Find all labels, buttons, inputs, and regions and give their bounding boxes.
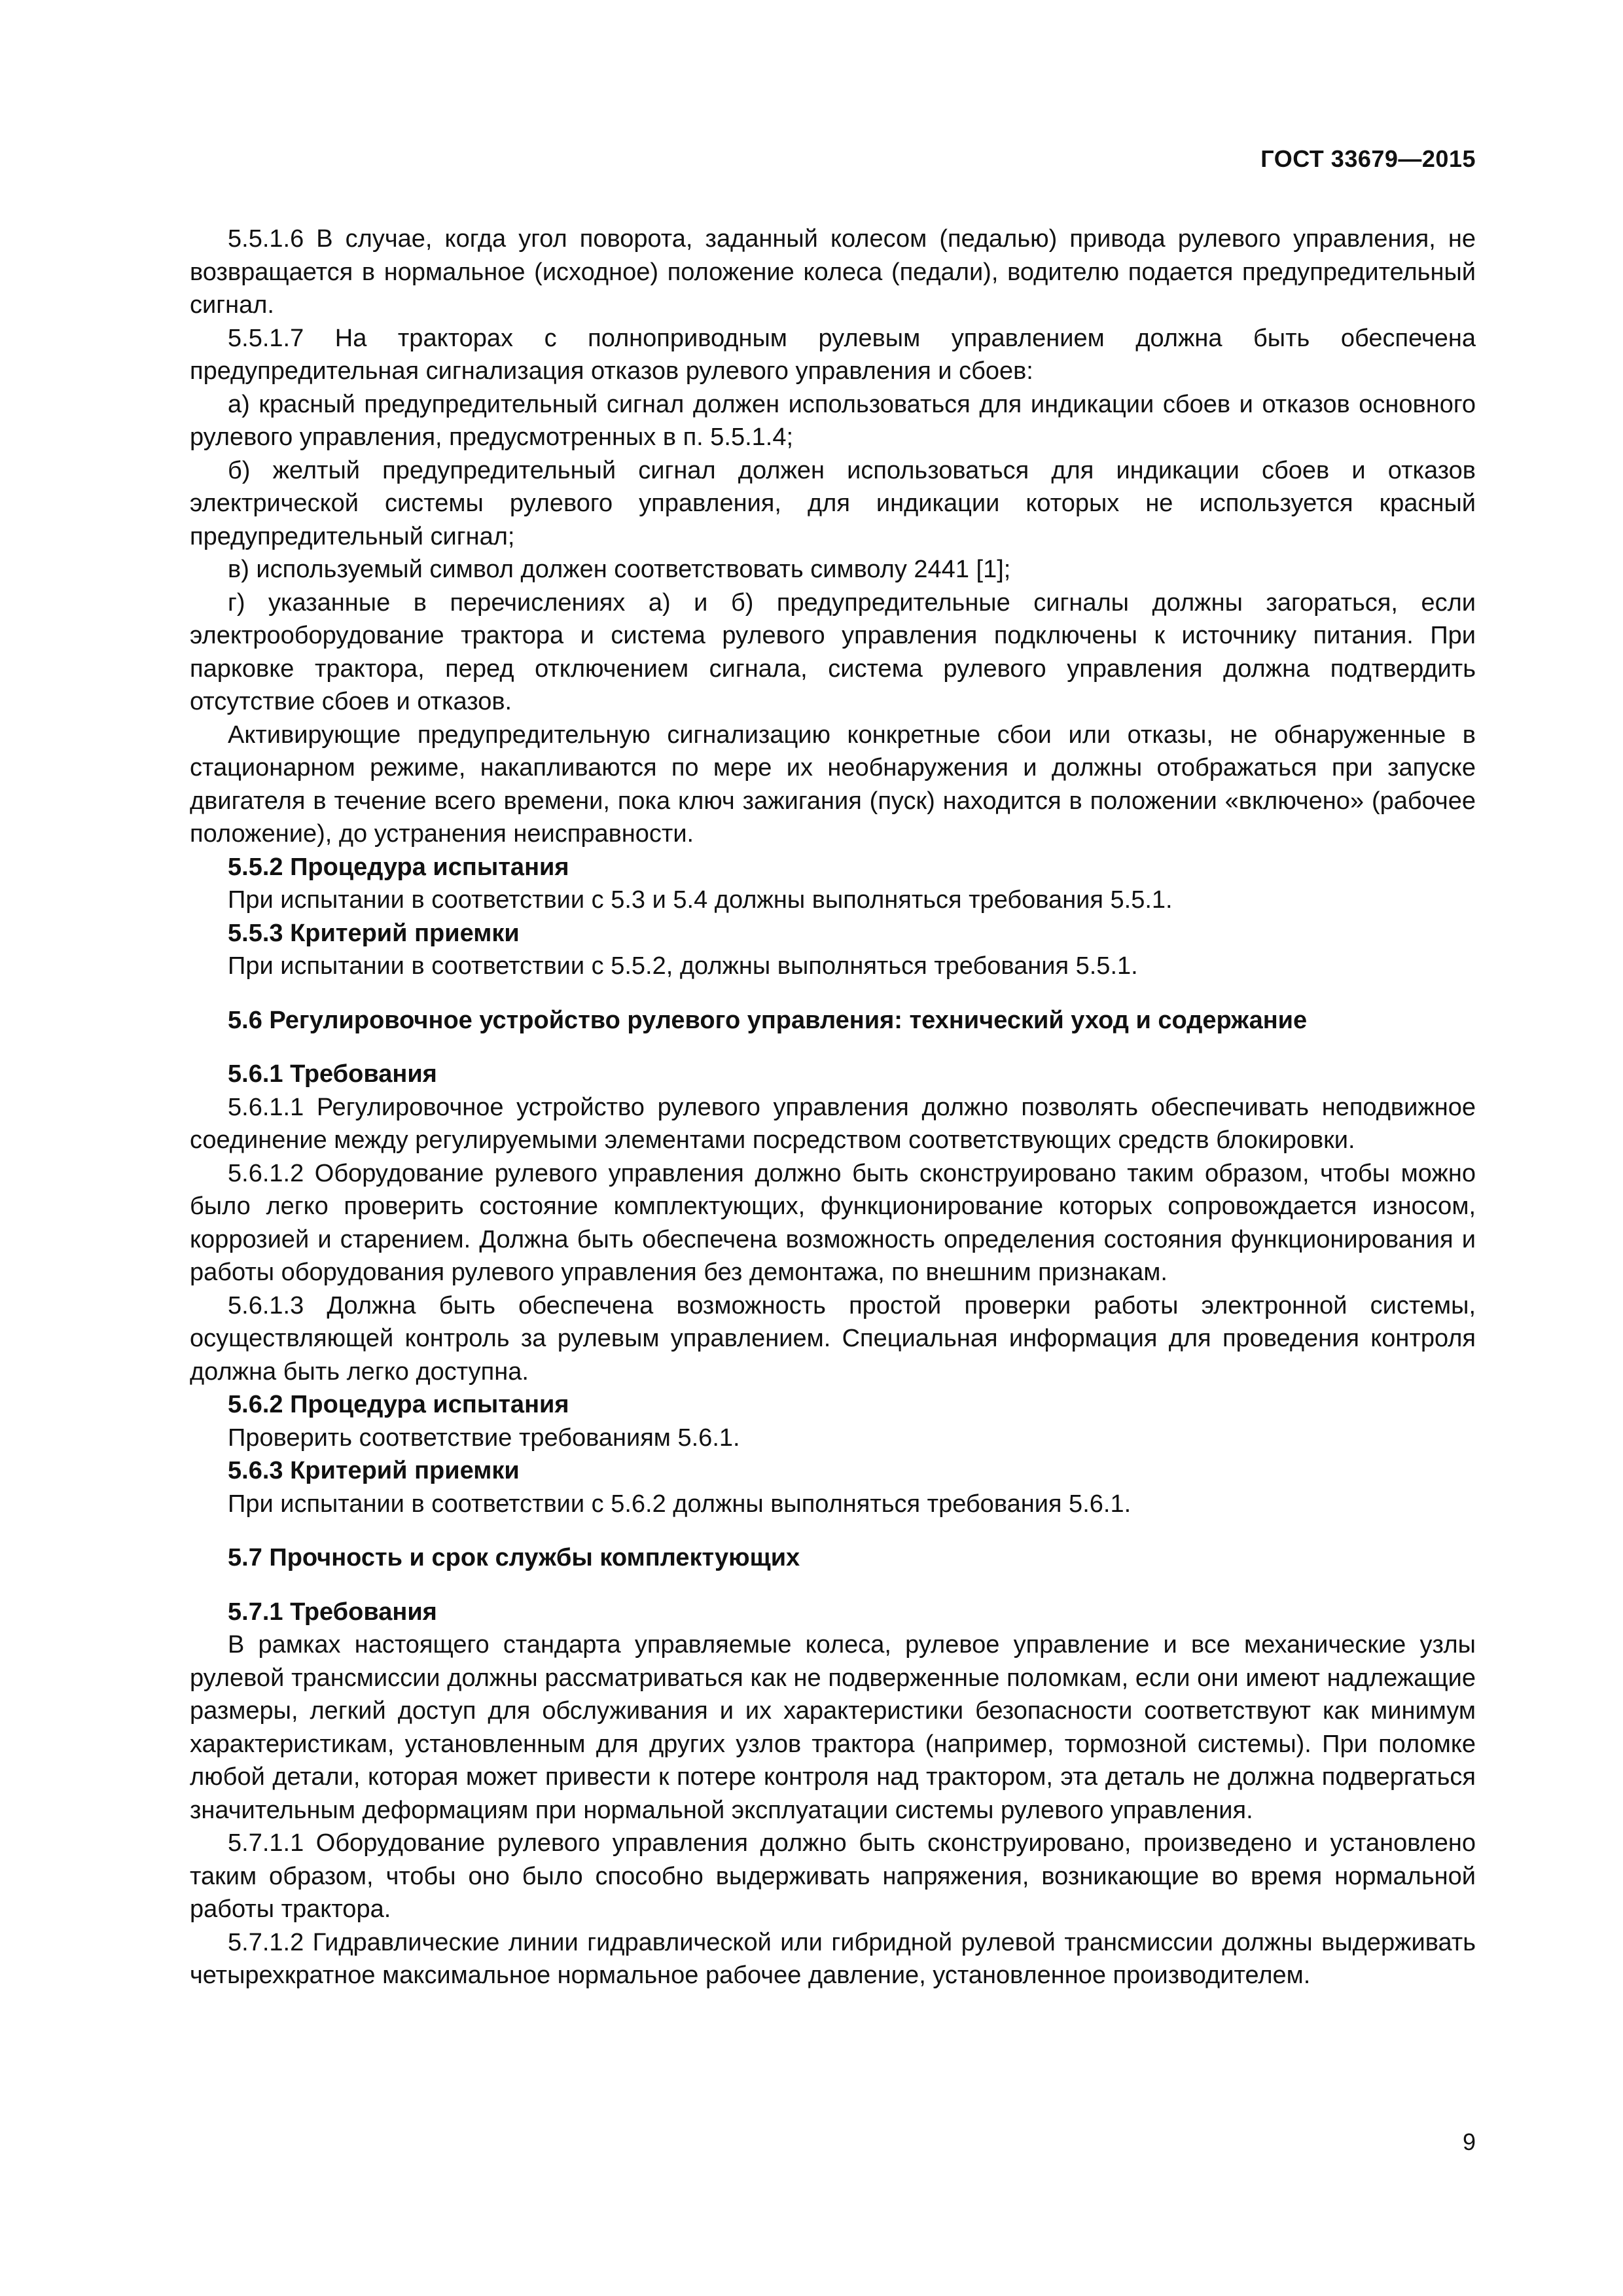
heading-5-5-3: 5.5.3 Критерий приемки xyxy=(228,919,520,947)
list-item-g: г) указанные в перечислениях а) и б) предупредительные сигналы должны загораться, если электрооборудование трактора и система рулевого управления подключены к источнику питания. При парковке трактора, перед отключением сигнала, система рулевого управления должна подтвердить отсутствие сбоев и отказов. xyxy=(190,588,1476,715)
document-header: ГОСТ 33679—2015 xyxy=(1260,145,1476,172)
heading-5-6-2: 5.6.2 Процедура испытания xyxy=(228,1391,569,1418)
paragraph-5-6-1-2: 5.6.1.2 Оборудование рулевого управления должно быть сконструировано таким образом, чтобы можно было легко проверить состояние комплектующих, функционирование которых сопровождается износом, коррозией и старением. Должна быть обеспечена возможность определения состояния функционирования и работы оборудования рулевого управления без демонтажа, по внешним признакам. xyxy=(190,1159,1476,1286)
paragraph-5-5-1-6: 5.5.1.6 В случае, когда угол поворота, заданный колесом (педалью) привода рулевого управления, не возвращается в нормальное (исходное) положение колеса (педали), водителю подается предупредительный сигнал. xyxy=(190,225,1476,319)
list-item-v: в) используемый символ должен соответствовать символу 2441 [1]; xyxy=(228,556,1011,583)
document-body xyxy=(190,223,1476,1992)
page-number: 9 xyxy=(1462,2128,1476,2155)
heading-5-5-2: 5.5.2 Процедура испытания xyxy=(228,853,569,881)
paragraph-5-7-1-1: 5.7.1.1 Оборудование рулевого управления должно быть сконструировано, произведено и установлено таким образом, чтобы оно было способно выдерживать напряжения, возникающие во время нормальной работы трактора. xyxy=(190,1829,1476,1923)
heading-5-7: 5.7 Прочность и срок службы комплектующих xyxy=(228,1544,800,1571)
heading-5-7-1: 5.7.1 Требования xyxy=(228,1598,437,1626)
paragraph-5-7-1-2: 5.7.1.2 Гидравлические линии гидравлической или гибридной рулевой трансмиссии должны выдерживать четырехкратное максимальное нормальное рабочее давление, установленное производителем. xyxy=(190,1928,1476,1989)
paragraph-5-6-2: Проверить соответствие требованиям 5.6.1. xyxy=(228,1424,740,1452)
list-item-b: б) желтый предупредительный сигнал должен использоваться для индикации сбоев и отказов электрической системы рулевого управления, для индикации которых не используется красный предупредительный сигнал; xyxy=(190,456,1476,550)
heading-5-6: 5.6 Регулировочное устройство рулевого управления: технический уход и содержание xyxy=(228,1006,1308,1034)
paragraph-5-5-1-7: 5.5.1.7 На тракторах с полноприводным рулевым управлением должна быть обеспечена предупредительная сигнализация отказов рулевого управления и сбоев: xyxy=(190,324,1476,385)
paragraph-activation: Активирующие предупредительную сигнализацию конкретные сбои или отказы, не обнаруженные в стационарном режиме, накапливаются по мере их необнаружения и должны отображаться при запуске двигателя в течение всего времени, пока ключ зажигания (пуск) находится в положении «включено» (рабочее положение), до устранения неисправности. xyxy=(190,721,1476,848)
list-item-a: а) красный предупредительный сигнал должен использоваться для индикации сбоев и отказов основного рулевого управления, предусмотренных в п. 5.5.1.4; xyxy=(190,390,1476,451)
paragraph-5-6-1-1: 5.6.1.1 Регулировочное устройство рулевого управления должно позволять обеспечивать неподвижное соединение между регулируемыми элементами посредством соответствующих средств блокировки. xyxy=(190,1093,1476,1154)
heading-5-6-1: 5.6.1 Требования xyxy=(228,1060,437,1088)
paragraph-5-5-2: При испытании в соответствии с 5.3 и 5.4 должны выполняться требования 5.5.1. xyxy=(228,886,1173,914)
paragraph-5-5-3: При испытании в соответствии с 5.5.2, должны выполняться требования 5.5.1. xyxy=(228,952,1138,980)
paragraph-5-7-1: В рамках настоящего стандарта управляемые колеса, рулевое управление и все механические узлы рулевой трансмиссии должны рассматриваться как не подверженные поломкам, если они имеют надлежащие размеры, легкий доступ для обслуживания и их характеристики безопасности соответствуют как минимум характеристикам, установленным для других узлов трактора (например, тормозной системы). При поломке любой детали, которая может привести к потере контроля над трактором, эта деталь не должна подвергаться значительным деформациям при нормальной эксплуатации системы рулевого управления. xyxy=(190,1631,1476,1824)
heading-5-6-3: 5.6.3 Критерий приемки xyxy=(228,1457,520,1484)
paragraph-5-6-3: При испытании в соответствии с 5.6.2 должны выполняться требования 5.6.1. xyxy=(228,1490,1132,1518)
paragraph-5-6-1-3: 5.6.1.3 Должна быть обеспечена возможность простой проверки работы электронной системы, осуществляющей контроль за рулевым управлением. Специальная информация для проведения контроля должна быть легко доступна. xyxy=(190,1291,1476,1386)
